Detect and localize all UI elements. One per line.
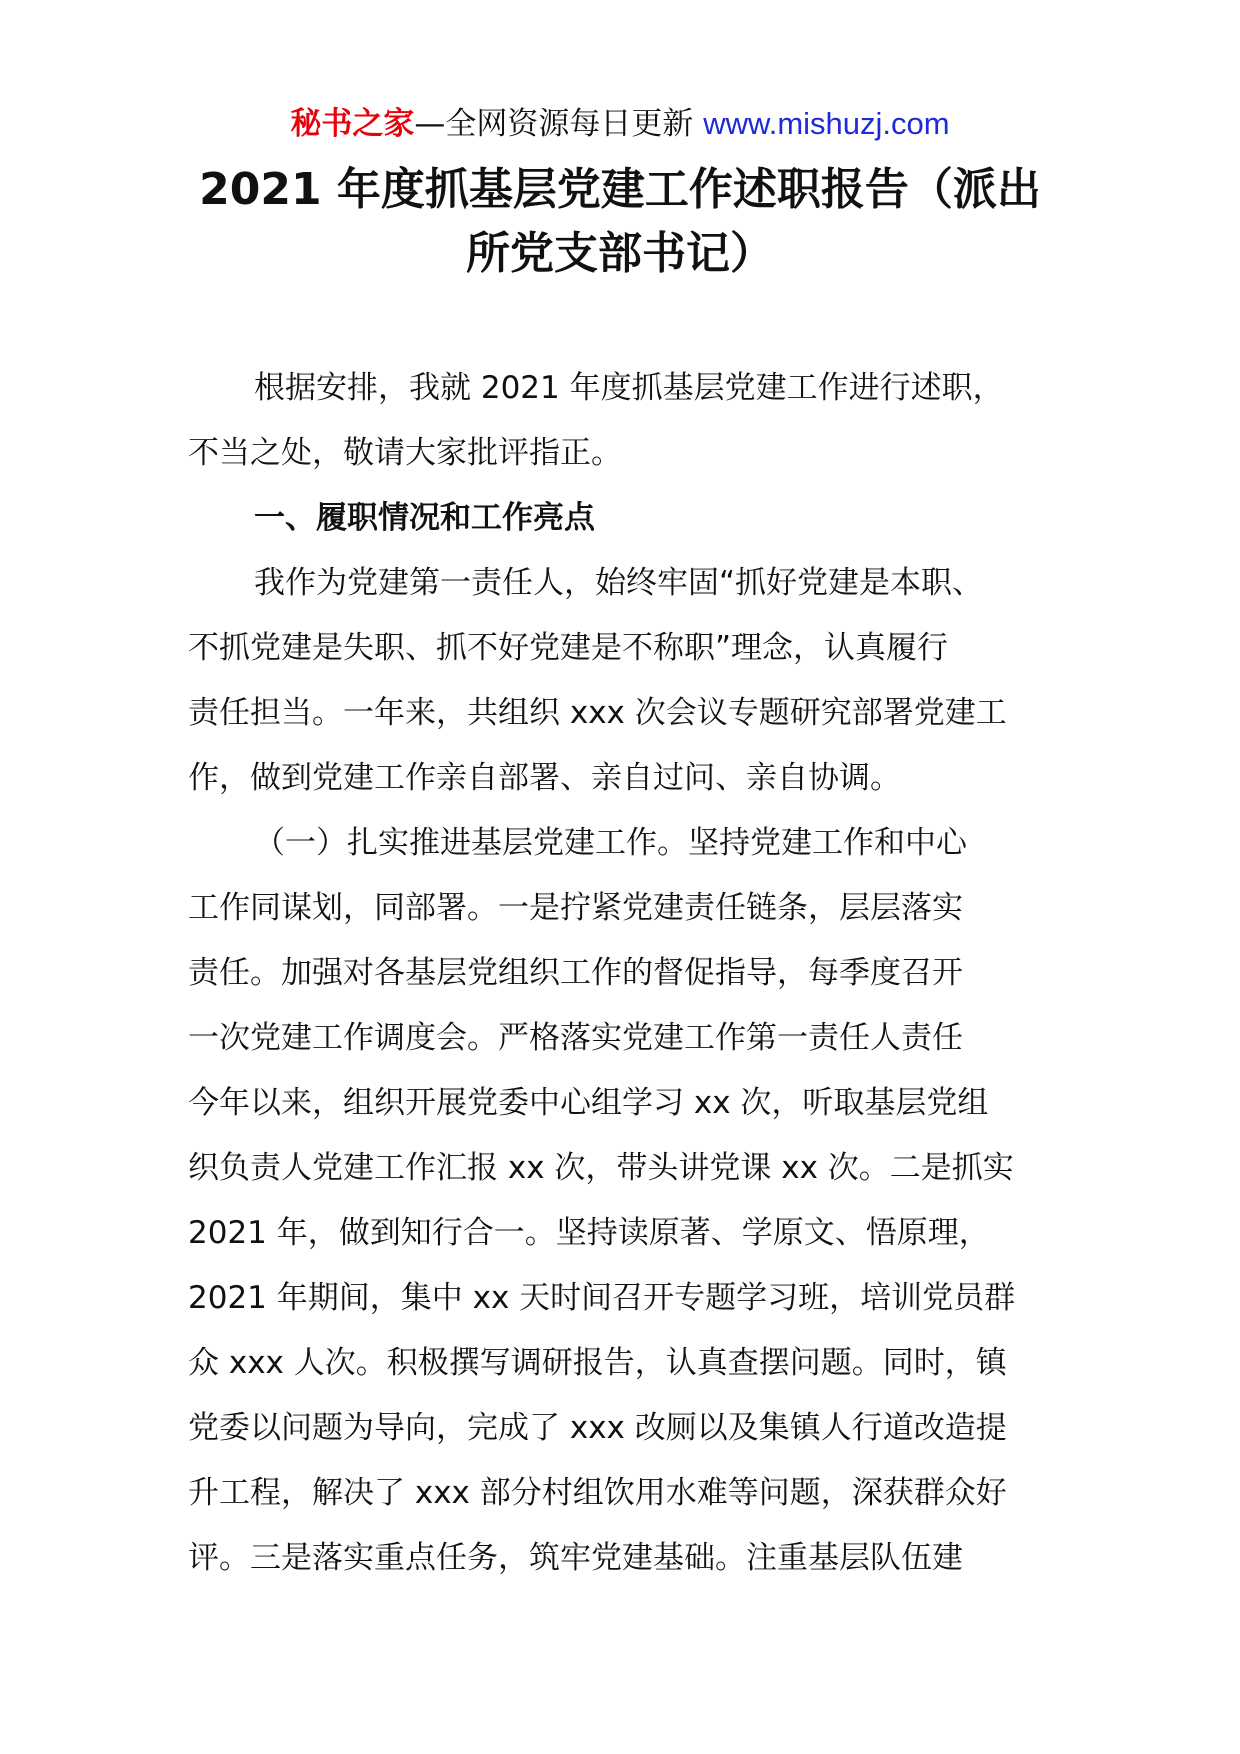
title-line-1: 2021 年度抓基层党建工作述职报告（派出	[199, 164, 1041, 215]
body-line: （一）扎实推进基层党建工作。坚持党建工作和中心	[254, 825, 967, 861]
body-line: 一次党建工作调度会。严格落实党建工作第一责任人责任	[188, 1020, 963, 1056]
body-line: 作，做到党建工作亲自部署、亲自过问、亲自协调。	[188, 760, 901, 796]
body-line: 评。三是落实重点任务，筑牢党建基础。注重基层队伍建	[188, 1540, 963, 1576]
body-line: 不当之处，敬请大家批评指正。	[188, 435, 622, 471]
body-line: 2021 年期间，集中 xx 天时间召开专题学习班，培训党员群	[188, 1280, 1016, 1316]
banner-tagline: —全网资源每日更新	[414, 106, 704, 142]
body-line: 根据安排，我就 2021 年度抓基层党建工作进行述职，	[254, 370, 1004, 406]
body-line: 工作同谋划，同部署。一是拧紧党建责任链条，层层落实	[188, 890, 963, 926]
body-line: 党委以问题为导向，完成了 xxx 改厕以及集镇人行道改造提	[188, 1410, 1007, 1446]
site-banner	[0, 100, 1240, 148]
body-line: 2021 年，做到知行合一。坚持读原著、学原文、悟原理，	[188, 1215, 990, 1251]
banner-brand: 秘书之家	[290, 106, 415, 142]
body-line: 我作为党建第一责任人，始终牢固“抓好党建是本职、	[254, 565, 984, 601]
section-heading: 一、履职情况和工作亮点	[254, 500, 595, 536]
body-line: 今年以来，组织开展党委中心组学习 xx 次，听取基层党组	[188, 1085, 989, 1121]
document-title	[190, 158, 1050, 286]
body-line: 不抓党建是失职、抓不好党建是不称职”理念，认真履行	[188, 630, 949, 666]
body-line: 织负责人党建工作汇报 xx 次，带头讲党课 xx 次。二是抓实	[188, 1150, 1014, 1186]
title-line-2: 所党支部书记）	[466, 228, 774, 279]
banner-site-url[interactable]: www.mishuzj.com	[703, 106, 950, 141]
document-body	[188, 356, 1058, 1591]
body-line: 升工程，解决了 xxx 部分村组饮用水难等问题，深获群众好	[188, 1475, 1007, 1511]
body-line: 责任。加强对各基层党组织工作的督促指导，每季度召开	[188, 955, 963, 991]
body-line: 责任担当。一年来，共组织 xxx 次会议专题研究部署党建工	[188, 695, 1007, 731]
body-line: 众 xxx 人次。积极撰写调研报告，认真查摆问题。同时，镇	[188, 1345, 1007, 1381]
